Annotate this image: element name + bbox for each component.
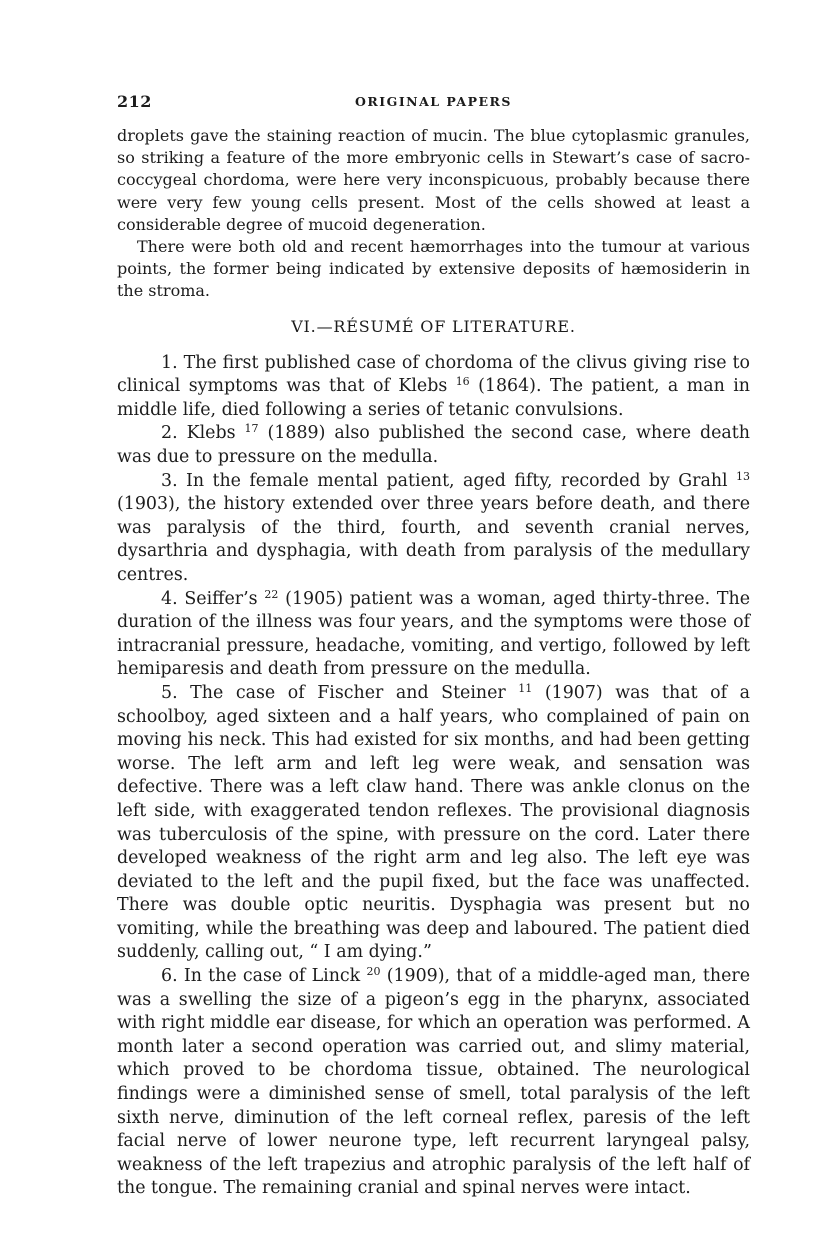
reference-number: 13 (736, 469, 750, 483)
literature-item: 2. Klebs $^{17}$ (1889) also published the second case, where death was due to pressure on the medulla. (117, 422, 750, 467)
page-number: 212 (117, 92, 152, 111)
literature-item: 4. Seiffer’s $^{22}$ (1905) patient was a woman, aged thirty-three. The duration of the illness was four years, and the symptoms were those of intracranial pressure, headache, vomiting, and vertigo, followed by left hemiparesis and death from pressure on the medulla. (117, 587, 750, 680)
page-header (117, 92, 750, 120)
page (117, 92, 750, 1201)
reference-number: 11 (518, 681, 533, 695)
reference-number: 17 (244, 422, 259, 436)
reference-number: 22 (264, 587, 279, 601)
intro-paragraph: There were both old and recent hæmorrhages into the tumour at various points, the former being indicated by extensive deposits of hæmosiderin in the stroma. (117, 237, 750, 301)
reference-number: 20 (366, 965, 381, 979)
literature-list (117, 352, 750, 1201)
literature-item: 6. In the case of Linck $^{20}$ (1909), that of a middle-aged man, there was a swelling the size of a pigeon’s egg in the pharynx, associated with right middle ear disease, for which an operation was performed. A month later a second operation was carried out, and slimy material, which proved to be chordoma tissue, obtained. The neurological findings were a diminished sense of smell, total paralysis of the left sixth nerve, diminution of the left corneal reflex, paresis of the left facial nerve of lower neurone type, left recurrent laryngeal palsy, weakness of the left trapezius and atrophic paralysis of the left half of the tongue. The remaining cranial and spinal nerves were intact. (117, 965, 750, 1199)
intro-text (117, 125, 750, 303)
intro-paragraph: droplets gave the staining reaction of mucin. The blue cytoplasmic granules, so striking a feature of the more embryonic cells in Stewart’s case of sacro-coccygeal chordoma, were here very inconspicuous, probably because there were very few young cells present. Most of the cells showed at least a considerable degree of mucoid degeneration. (117, 126, 750, 234)
literature-item: 1. The first published case of chordoma of the clivus giving rise to clinical symptoms was that of Klebs $^{16}$ (1864). The patient, a man in middle life, died following a series of tetanic convulsions. (117, 352, 750, 420)
literature-item: 3. In the female mental patient, aged fifty, recorded by Grahl $^{13}$ (1903), the history extended over three years before death, and there was paralysis of the third, fourth, and seventh cranial nerves, dysarthria and dysphagia, with death from paralysis of the medullary centres. (117, 469, 750, 585)
section-heading: VI.—RÉSUMÉ OF LITERATURE. (291, 316, 576, 336)
reference-number: 16 (455, 375, 470, 389)
running-head: ORIGINAL PAPERS (355, 94, 512, 109)
literature-item: 5. The case of Fischer and Steiner $^{11}$ (1907) was that of a schoolboy, aged sixteen and a half years, who complained of pain on moving his neck. This had existed for six months, and had been getting worse. The left arm and left leg were weak, and sensation was defective. There was a left claw hand. There was ankle clonus on the left side, with exaggerated tendon reflexes. The provisional diagnosis was tuberculosis of the spine, with pressure on the cord. Later there developed weakness of the right arm and leg also. The left eye was deviated to the left and the pupil fixed, but the face was unaffected. There was double optic neuritis. Dysphagia was present but no vomiting, while the breathing was deep and laboured. The patient died suddenly, calling out, “ I am dying.” (117, 681, 750, 963)
